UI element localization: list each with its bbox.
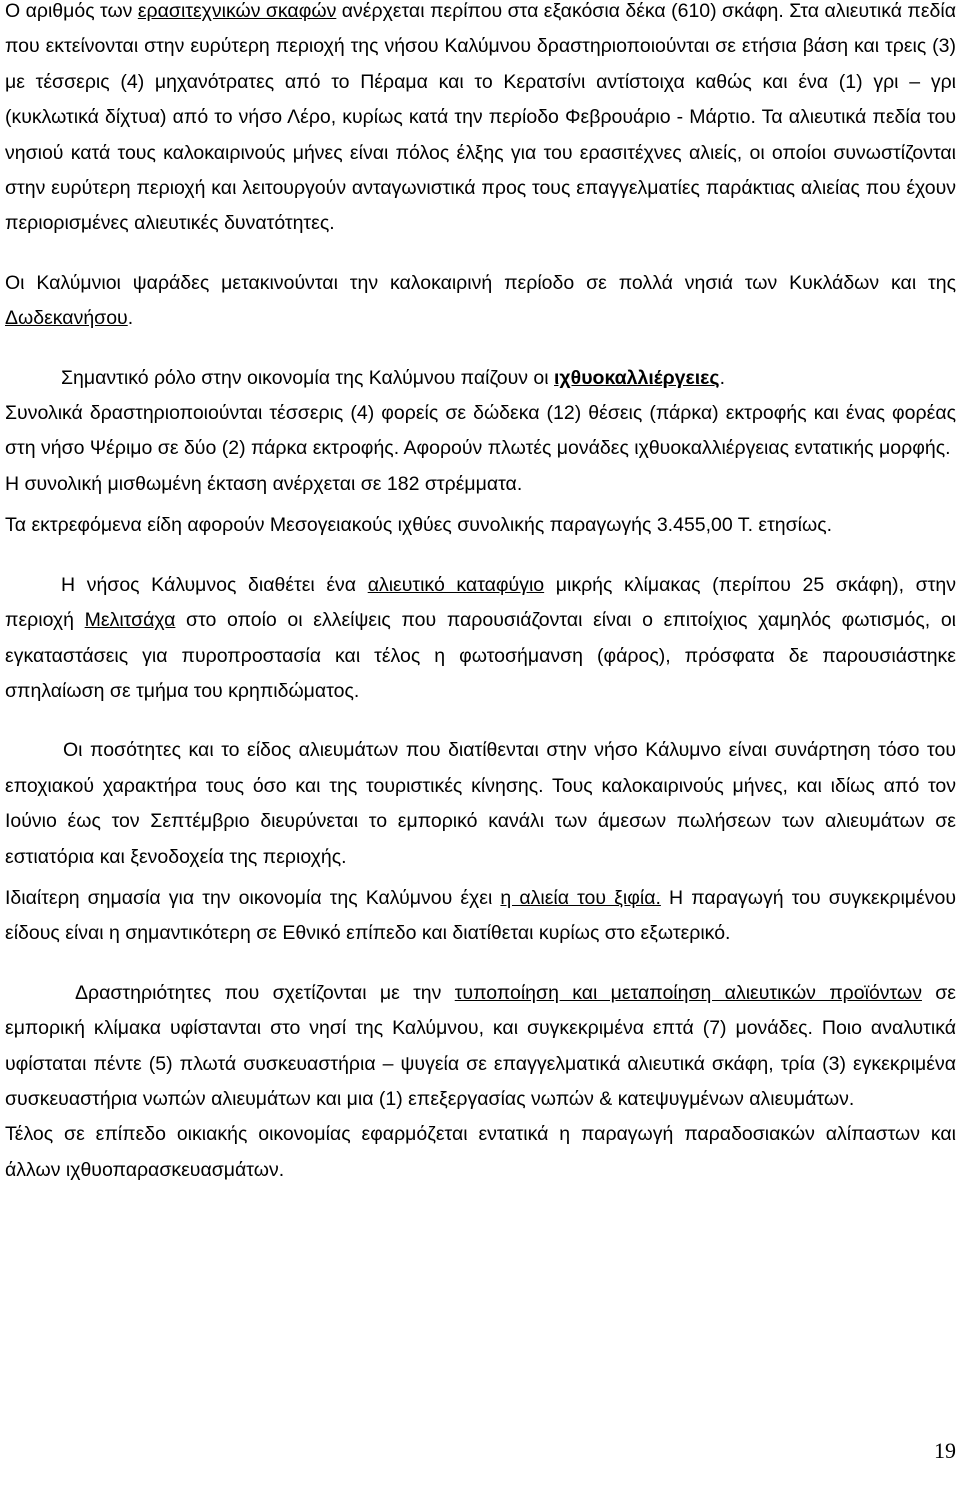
paragraph-catch-quantities: Οι ποσότητες και το είδος αλιευμάτων που διατίθενται στην νήσο Κάλυμνο είναι συνάρτηση τόσο του εποχιακού χαρακτήρα τους όσο και της τουριστικές κίνησης. Τους καλοκαιρινούς μήνες, και ιδίως από τον Ιούνιο έως τον Σεπτέμβριο διευρύνεται το εμπορικό κανάλι των άμεσων πωλήσεων των αλιευμάτων σε εστιατόρια και ξενοδοχεία της περιοχής. [5, 739, 956, 868]
text-run: μικρής κλίμακας (περίπου 25 σκάφη), στην περιοχή [5, 573, 956, 632]
text-run: Ο αριθμός των [5, 0, 138, 22]
paragraph-amateur-vessels [5, 0, 956, 242]
paragraph-aquaculture-role [5, 361, 956, 396]
paragraph-fishing-shelter [5, 568, 956, 710]
text-run: Οι Καλύμνιοι ψαράδες μετακινούνται την καλοκαιρινή περίοδο σε πολλά νησιά των Κυκλάδων και της [5, 271, 956, 294]
link-fishing-shelter[interactable]: αλιευτικό καταφύγιο [367, 573, 545, 596]
link-swordfish[interactable]: η αλιεία του ξιφία. [500, 886, 661, 909]
text-run: σε εμπορική κλίμακα υφίστανται στο νησί της Καλύμνου, και συγκεκριμένα επτά (7) μονάδες. Ποιο αναλυτικά υφίσταται πέντε (5) πλωτά συσκευαστήρια – ψυγεία σε επαγγελματικά αλιευτικά σκάφη, τρία (3) εγκεκριμένα συσκευαστήρια νωπών αλιευμάτων και μια (1) επεξεργασίας νωπών & κατεψυγμένων αλιευμάτων. [5, 981, 956, 1110]
paragraph-household-production: Τέλος σε επίπεδο οικιακής οικονομίας εφαρμόζεται εντατικά η παραγωγή παραδοσιακών αλίπαστων και άλλων ιχθυοπαρασκευασμάτων. [5, 1123, 956, 1181]
link-amateur-vessels[interactable]: ερασιτεχνικών σκαφών [137, 0, 337, 22]
text-run: ανέρχεται περίπου στα εξακόσια δέκα (610) σκάφη. Στα αλιευτικά πεδία που εκτείνονται στην ευρύτερη περιοχή της νήσου Καλύμνου δραστηριοποιούνται σε ετήσια βάση και τρεις (3) με τέσσερις (4) μηχανότρατες από το Πέραμα και το Κερατσίνι αντίστοιχα καθώς και ένα (1) γρι – γρι (κυκλωτικά δίχτυα) από το νήσο Λέρο, κυρίως κατά την περίοδο Φεβρουάριο - Μάρτιο. Τα αλιευτικά πεδία του νησιού κατά τους καλοκαιρινούς μήνες είναι πόλος έλξης για του ερασιτέχνες αλιείς, οι οποίοι συνωστίζονται στην ευρύτερη περιοχή και λειτουργούν ανταγωνιστικά προς τους επαγγελματίες παράκτιας αλιείας που έχουν περιορισμένες αλιευτικές δυνατότητες. [5, 0, 957, 235]
text-run: στο οποίο οι ελλείψεις που παρουσιάζονται είναι ο επιτοίχιος χαμηλός φωτισμός, οι εγκαταστάσεις για πυροπροστασία και τέλος η φωτοσήμανση (φάρος), πρόσφατα δε παρουσιάστηκε σπηλαίωση σε τμήμα του κρηπιδώματος. [5, 609, 956, 702]
link-melitsacha[interactable]: Μελιτσάχα [84, 609, 176, 632]
link-processing[interactable]: τυποποίηση και μεταποίηση αλιευτικών προϊόντων [454, 981, 922, 1004]
paragraph-aquaculture-operators: Συνολικά δραστηριοποιούνται τέσσερις (4) φορείς σε δώδεκα (12) θέσεις (πάρκα) εκτροφής και ένας φορέας στη νήσο Ψέριμο σε δύο (2) πάρκα εκτροφής. Αφορούν πλωτές μονάδες ιχθυοκαλλιέργειας εντατικής μορφής. [5, 402, 956, 460]
text-run: Σημαντικό ρόλο στην οικονομία της Καλύμνου παίζουν οι [61, 366, 555, 389]
paragraph-processing [5, 976, 956, 1118]
link-aquaculture[interactable]: ιχθυοκαλλιέργειες [554, 366, 720, 389]
text-run: . [127, 307, 134, 330]
text-run: Δραστηριότητες που σχετίζονται με την [75, 981, 455, 1004]
paragraph-fishermen-movement [5, 266, 956, 337]
text-run: . [719, 366, 725, 389]
text-run: Η νήσος Κάλυμνος διαθέτει ένα [61, 573, 368, 596]
paragraph-swordfish [5, 881, 956, 952]
paragraph-farmed-species: Τα εκτρεφόμενα είδη αφορούν Μεσογειακούς ιχθύες συνολικής παραγωγής 3.455,00 Τ. ετησίως. [5, 514, 833, 537]
page-number: 19 [934, 1438, 956, 1463]
text-run: Η παραγωγή του συγκεκριμένου είδους είναι η σημαντικότερη σε Εθνικό επίπεδο και διατίθεται κυρίως στο εξωτερικό. [5, 886, 956, 945]
paragraph-leased-area: Η συνολική μισθωμένη έκταση ανέρχεται σε 182 στρέμματα. [5, 472, 523, 495]
text-run: Ιδιαίτερη σημασία για την οικονομία της Καλύμνου έχει [5, 886, 501, 909]
link-dodecanese[interactable]: Δωδεκανήσου [5, 307, 128, 330]
